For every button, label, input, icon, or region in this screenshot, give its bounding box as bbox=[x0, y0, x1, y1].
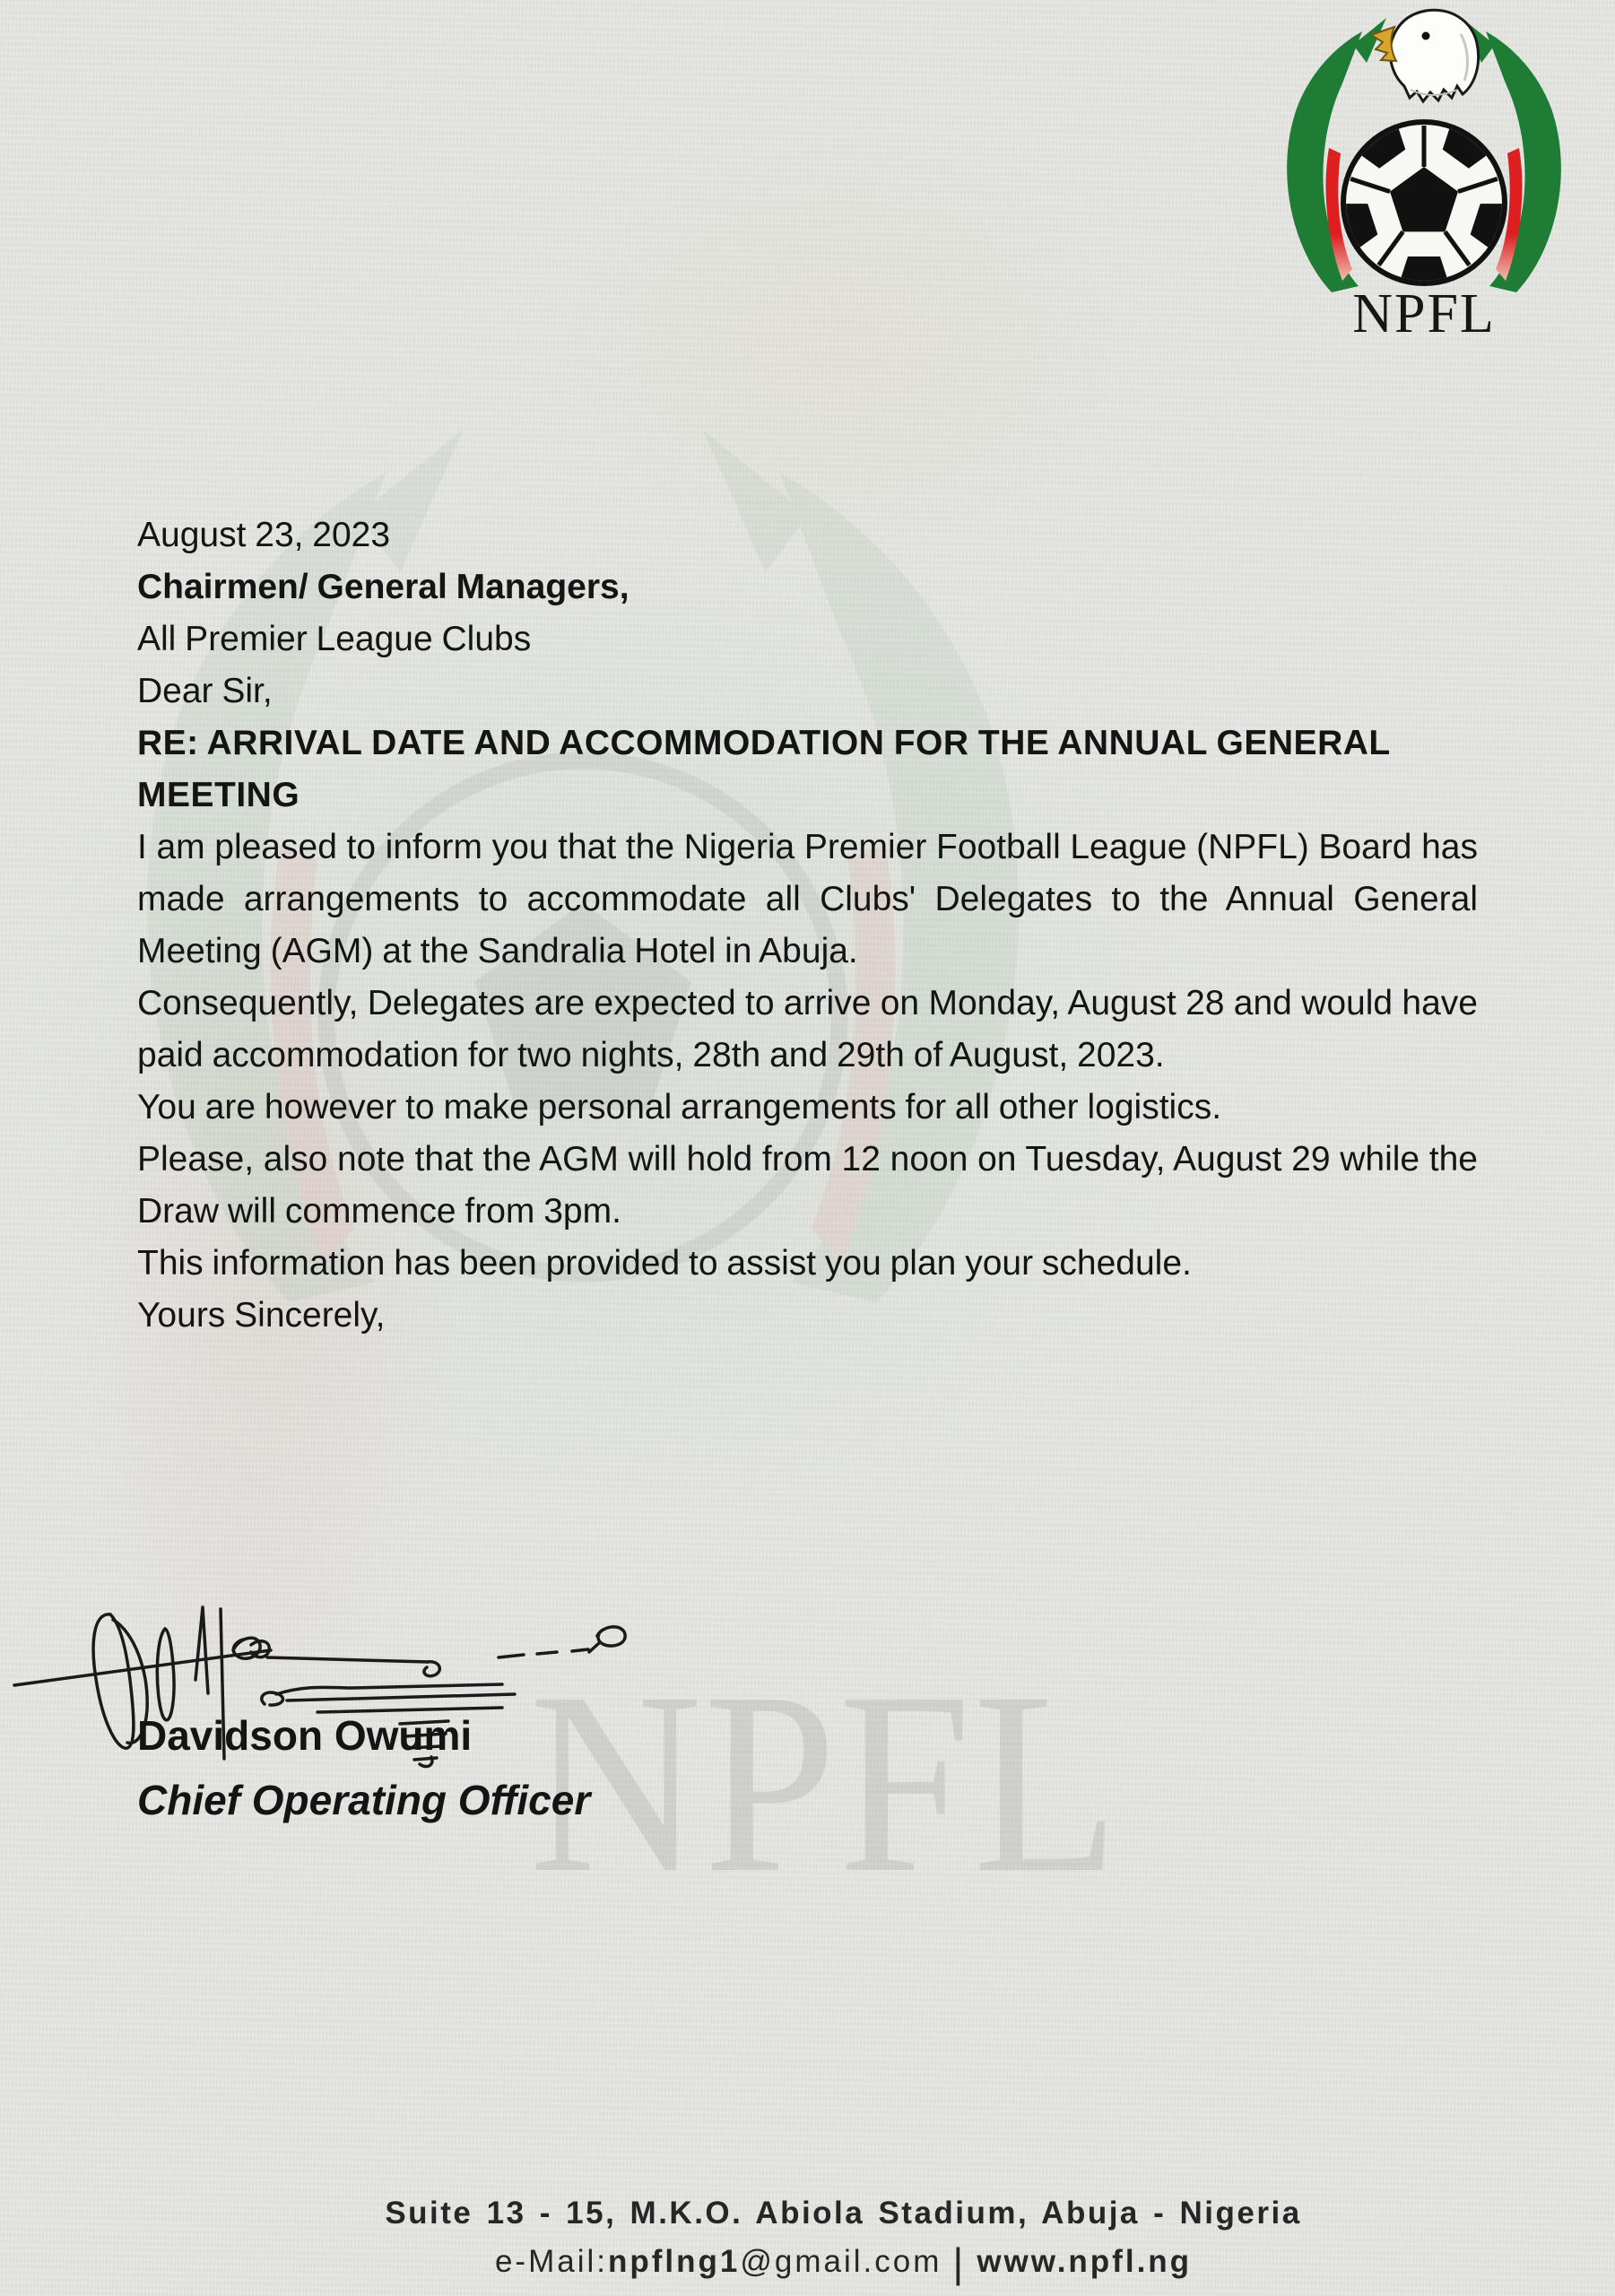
salutation: Dear Sir, bbox=[137, 672, 273, 710]
npfl-logo bbox=[1249, 7, 1599, 348]
paragraph-3: You are however to make personal arrangements for all other logistics. bbox=[137, 1088, 1222, 1126]
paragraph-5: This information has been provided to assist you plan your schedule. bbox=[137, 1244, 1192, 1283]
website: www.npfl.ng bbox=[977, 2244, 1193, 2279]
logo-wordmark: NPFL bbox=[1352, 283, 1496, 344]
footer-contacts bbox=[72, 2239, 1615, 2287]
footer-address: Suite 13 - 15, M.K.O. Abiola Stadium, Abuja - Nigeria bbox=[385, 2196, 1302, 2231]
recipient-org: All Premier League Clubs bbox=[137, 620, 532, 658]
email-label: e-Mail: bbox=[494, 2244, 608, 2279]
eagle-eye-icon bbox=[1422, 32, 1430, 40]
recipient-title: Chairmen/ General Managers, bbox=[137, 568, 630, 606]
closing: Yours Sincerely, bbox=[137, 1296, 386, 1335]
eagle-icon bbox=[1371, 10, 1479, 101]
paragraph-2: Consequently, Delegates are expected to arrive on Monday, August 28 and would have paid accommodation for two nights, 28th and 29th of August, 2023. bbox=[137, 984, 1478, 1074]
subject-line: RE: ARRIVAL DATE AND ACCOMMODATION FOR THE ANNUAL GENERAL MEETING bbox=[137, 724, 1391, 814]
letter-date: August 23, 2023 bbox=[137, 516, 391, 554]
npfl-text-watermark: NPFL bbox=[529, 1639, 1121, 1926]
paragraph-1: I am pleased to inform you that the Nigeria Premier Football League (NPFL) Board has made arrangements to accommodate all Clubs' Delegates to the Annual General Meeting (AGM) at the Sandralia Hotel in Abuja. bbox=[137, 828, 1478, 970]
paragraph-4: Please, also note that the AGM will hold from 12 noon on Tuesday, August 29 while the Draw will commence from 3pm. bbox=[137, 1140, 1478, 1231]
email-domain: @gmail.com bbox=[740, 2244, 942, 2279]
footer-separator: | bbox=[952, 2239, 967, 2286]
signatory-title: Chief Operating Officer bbox=[137, 1777, 591, 1823]
email-user: npflng1 bbox=[607, 2244, 741, 2279]
letter-body bbox=[137, 509, 1478, 1342]
signatory-name: Davidson Owumi bbox=[137, 1712, 473, 1759]
footer bbox=[72, 2196, 1615, 2287]
